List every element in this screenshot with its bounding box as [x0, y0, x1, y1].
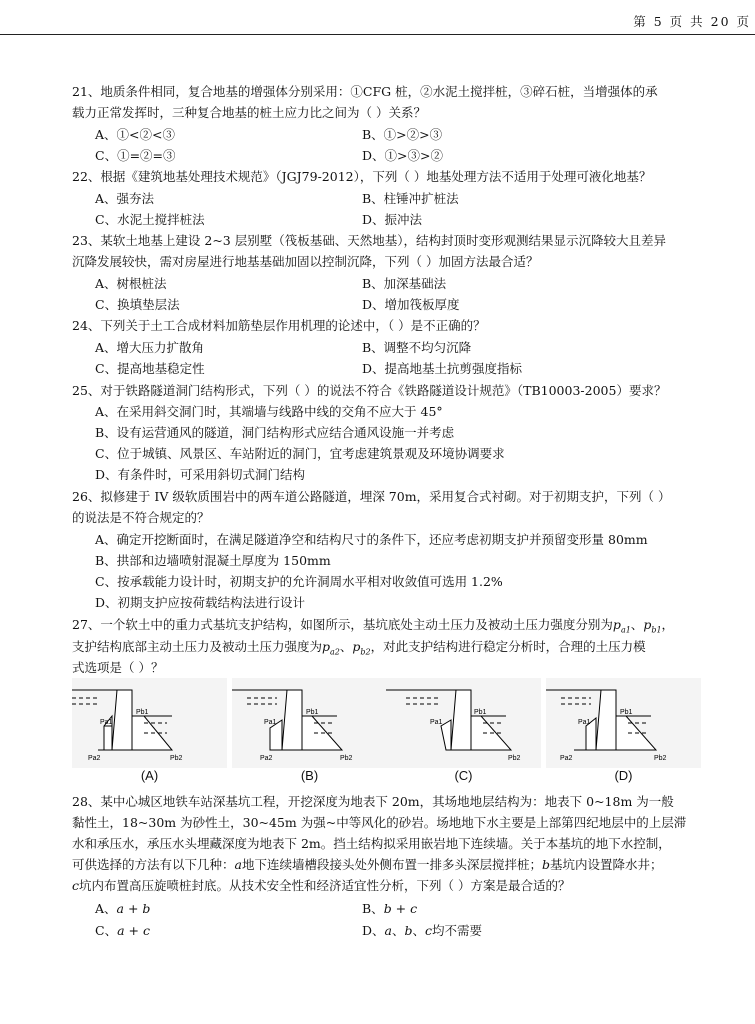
q26-option-c: C、按承载能力设计时，初期支护的允许洞周水平相对收敛值可选用 1.2%: [95, 574, 503, 589]
q24-option-b: B、调整不均匀沉降: [362, 340, 472, 355]
q27-line1-text: 27、一个软土中的重力式基坑支护结构，如图所示，基坑底处主动土压力及被动土压力强度分别为: [72, 617, 613, 632]
q24-option-c: C、提高地基稳定性: [95, 361, 205, 376]
page-number: 第 5 页 共 20 页: [633, 14, 751, 29]
q22-stem-line1: 22、根据《建筑地基处理技术规范》（JGJ79-2012），下列（ ）地基处理方法不适用于处理可液化地基？: [72, 169, 652, 184]
q21-stem-line1: 21、地质条件相同，复合地基的增强体分别采用：①CFG 桩，②水泥土搅拌桩，③碎石桩，当增强体的承: [72, 84, 658, 99]
q25-option-b: B、设有运营通风的隧道，洞门结构形式应结合通风设施一并考虑: [95, 425, 455, 440]
figure-c-diagram: [386, 678, 541, 768]
q27-figure-a: [72, 678, 227, 784]
q28-line4-text-a: 可供选择的方法有以下几种：: [72, 857, 235, 872]
fig-d-pa1-label: Pa1: [578, 719, 591, 726]
q28-option-d: D、a、b、c均不需要: [362, 923, 483, 938]
q24-stem-line1: 24、下列关于土工合成材料加筋垫层作用机理的论述中，（ ）是不正确的？: [72, 318, 486, 333]
q28-option-b: B、b + c: [362, 901, 418, 916]
fig-d-caption: (D): [614, 768, 633, 783]
q27-sym-pa1: $p_{a1}$: [612, 617, 631, 635]
q28-var-c: c: [72, 878, 80, 893]
page-header: [0, 10, 755, 35]
q28-stem-line4: [72, 855, 663, 875]
q27-sep2: 、: [339, 639, 353, 654]
q21-option-b: B、①>②>③: [362, 127, 443, 142]
q28-option-a: A、a + b: [95, 901, 151, 916]
q21-option-d: D、①>③>②: [362, 148, 443, 163]
q24-option-a: A、增大压力扩散角: [95, 340, 205, 355]
q26-stem-line2: 的说法是不符合规定的？: [72, 510, 210, 525]
q27-figure-c: [386, 678, 541, 784]
fig-b-pb1-label: Pb1: [306, 709, 319, 716]
fig-a-caption: (A): [140, 768, 159, 783]
fig-d-pa2-label: Pa2: [560, 755, 573, 762]
q23-option-d: D、增加筏板厚度: [362, 297, 460, 312]
q25-stem-line1: 25、对于铁路隧道洞门结构形式，下列（ ）的说法不符合《铁路隧道设计规范》（TB10003-2005）要求？: [72, 383, 667, 398]
q22-option-a: A、强夯法: [95, 191, 155, 206]
q28-option-c: C、a + c: [95, 923, 150, 938]
q27-sep1: 、: [630, 617, 644, 632]
q28-line5-text: 坑内布置高压旋喷桩封底。从技术安全性和经济适宜性分析，下列（ ）方案是最合适的？: [79, 878, 571, 893]
q23-stem-line1: 23、某软土地基上建设 2~3 层别墅（筏板基础、天然地基），结构封顶时变形观测结果显示沉降较大且差异: [72, 233, 666, 248]
fig-b-pb2-label: Pb2: [340, 755, 353, 762]
q27-figure-b: [232, 678, 387, 784]
q23-option-a: A、树根桩法: [95, 276, 167, 291]
q21-option-c: C、①=②=③: [95, 148, 176, 163]
q25-option-d: D、有条件时，可采用斜切式洞门结构: [95, 467, 306, 482]
figure-a-diagram: [72, 678, 227, 768]
figure-b-diagram: [232, 678, 387, 768]
q28-var-a: a: [234, 857, 242, 872]
fig-c-pb1-label: Pb1: [474, 709, 487, 716]
fig-c-caption: (C): [454, 768, 473, 783]
q27-stem-line2: [72, 637, 646, 657]
q23-stem-line2: 沉降发展较快，需对房屋进行地基基础加固以控制沉降，下列（ ）加固方法最合适？: [72, 254, 539, 269]
fig-a-pa1-label: Pa1: [100, 719, 113, 726]
fig-a-pb1-label: Pb1: [136, 709, 149, 716]
q28-stem-line5: [72, 876, 571, 896]
q27-figure-d: [546, 678, 701, 784]
q27-end1: ，: [661, 617, 675, 632]
q27-end2: ，对此支护结构进行稳定分析时，合理的土压力模: [370, 639, 646, 654]
fig-b-pa2-label: Pa2: [260, 755, 273, 762]
q26-option-a: A、确定开挖断面时，在满足隧道净空和结构尺寸的条件下，还应考虑初期支护并预留变形量 80mm: [95, 532, 648, 547]
q25-option-a: A、在采用斜交洞门时，其端墙与线路中线的交角不应大于 45°: [95, 404, 443, 419]
q23-option-b: B、加深基础法: [362, 276, 447, 291]
q21-option-a: A、①<②<③: [95, 127, 175, 142]
q28-stem-line3: 水和承压水，承压水头埋藏深度为地表下 2m。挡土结构拟采用嵌岩地下连续墙。关于本基坑的地下水控制，: [72, 836, 671, 851]
figure-d-diagram: [546, 678, 701, 768]
fig-c-pb2-label: Pb2: [508, 755, 521, 762]
q27-stem-line3: 式选项是（ ）？: [72, 660, 164, 675]
q25-option-c: C、位于城镇、风景区、车站附近的洞门，宜考虑建筑景观及环境协调要求: [95, 446, 505, 461]
q27-sym-pb1: $p_{b1}$: [643, 617, 662, 635]
q28-stem-line2: 黏性土，18~30m 为砂性土，30~45m 为强~中等风化的砂岩。场地地下水主要是上部第四纪地层中的上层滞: [72, 815, 687, 830]
fig-d-pb2-label: Pb2: [654, 755, 667, 762]
q21-stem-line2: 载力正常发挥时，三种复合地基的桩土应力比之间为（ ）关系？: [72, 105, 426, 120]
fig-a-pb2-label: Pb2: [170, 755, 183, 762]
q28-stem-line1: 28、某中心城区地铁车站深基坑工程，开挖深度为地表下 20m，其场地地层结构为：地表下 0~18m 为一般: [72, 794, 674, 809]
q22-option-b: B、柱锤冲扩桩法: [362, 191, 459, 206]
q27-sym-pb2: $p_{b2}$: [352, 639, 371, 657]
fig-d-pb1-label: Pb1: [620, 709, 633, 716]
q28-line4-text-b: 地下连续墙槽段接头处外侧布置一排多头深层搅拌桩；: [241, 857, 542, 872]
fig-b-caption: (B): [300, 768, 319, 783]
q26-stem-line1: 26、拟修建于 IV 级软质围岩中的两车道公路隧道，埋深 70m，采用复合式衬砌。对于初期支护，下列（ ）: [72, 489, 671, 504]
q27-line2-text: 支护结构底部主动土压力及被动土压力强度为: [72, 639, 323, 654]
q27-sym-pa2: $p_{a2}$: [322, 639, 340, 657]
q23-option-c: C、换填垫层法: [95, 297, 180, 312]
q28-var-b: b: [541, 857, 550, 872]
fig-a-pa2-label: Pa2: [88, 755, 101, 762]
fig-c-pa1-label: Pa1: [430, 719, 443, 726]
q26-option-d: D、初期支护应按荷载结构法进行设计: [95, 595, 306, 610]
q28-line4-text-c: 基坑内设置降水井；: [550, 857, 663, 872]
q22-option-d: D、振冲法: [362, 212, 423, 227]
q26-option-b: B、拱部和边墙喷射混凝土厚度为 150mm: [95, 553, 331, 568]
fig-b-pa1-label: Pa1: [264, 719, 277, 726]
q27-stem-line1: [72, 615, 674, 635]
q24-option-d: D、提高地基土抗剪强度指标: [362, 361, 523, 376]
q22-option-c: C、水泥土搅拌桩法: [95, 212, 205, 227]
